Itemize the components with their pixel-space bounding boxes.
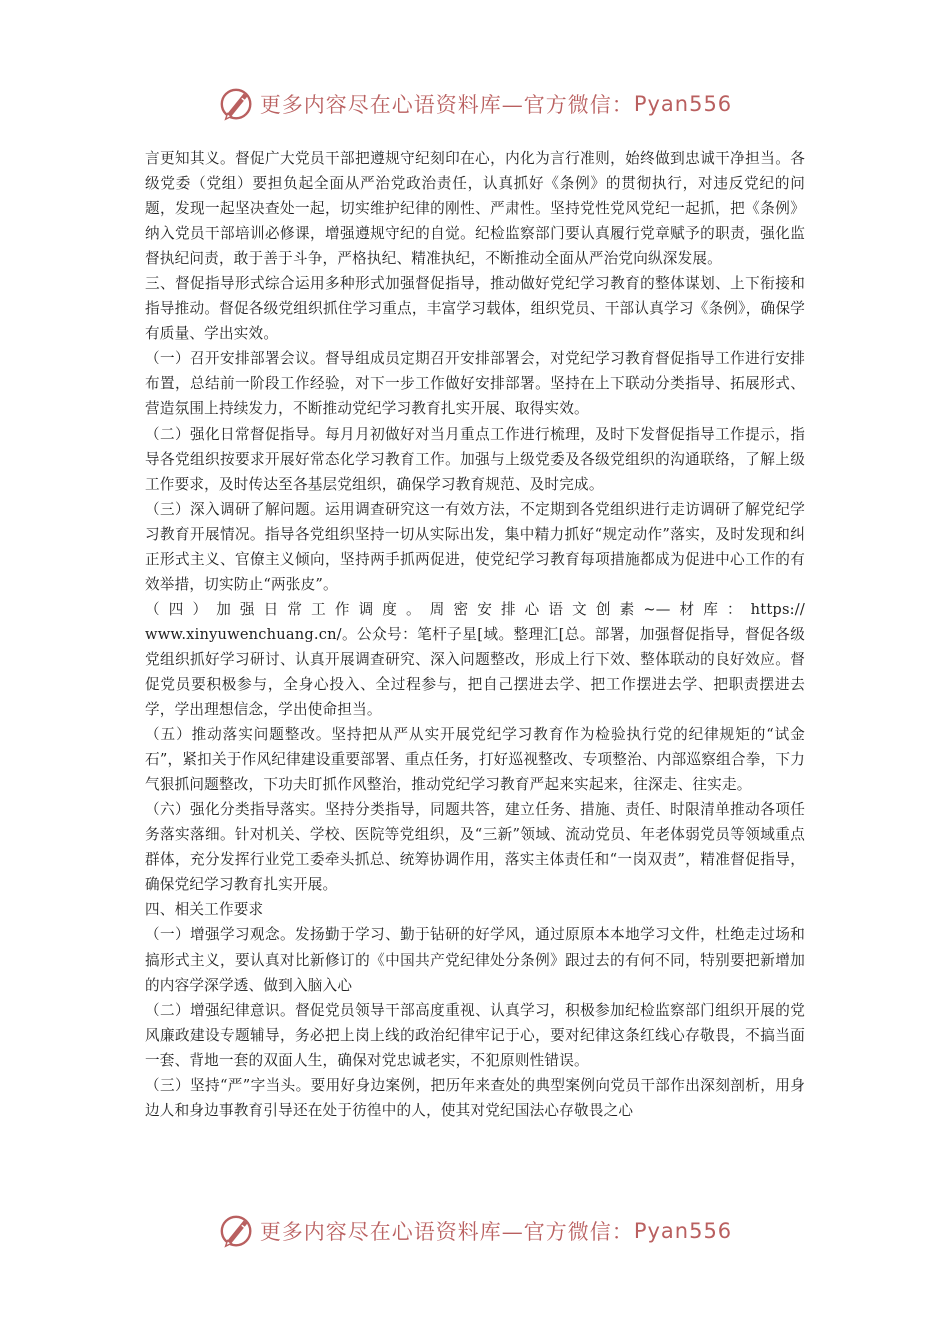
pen-seal-icon [218,85,256,123]
pen-seal-icon [218,1212,256,1250]
paragraph: （三）深入调研了解问题。运用调查研究这一有效方法，不定期到各党组织进行走访调研了解党纪学习教育开展情况。指导各党组织坚持一切从实际出发，集中精力抓好“规定动作”落实，及时发现和纠正形式主义、官僚主义倾向，坚持两手抓两促进，使党纪学习教育每项措施都成为促进中心工作的有效举措，切实防止“两张皮”。 [145,500,805,593]
banner-text: 更多内容尽在心语资料库—官方微信： [259,93,634,117]
paragraph: 言更知其义。督促广大党员干部把遵规守纪刻印在心，内化为言行准则，始终做到忠诚干净担当。各级党委（党组）要担负起全面从严治党政治责任，认真抓好《条例》的贯彻执行，对违反党纪的问题，发现一起坚决查处一起，切实维护纪律的刚性、严肃性。坚持党性党风党纪一起抓，把《条例》纳入党员干部培训必修课，增强遵规守纪的自觉。纪检监察部门要认真履行党章赋予的职责，强化监督执纪问责，敢于善于斗争，严格执纪、精准执纪，不断推动全面从严治党向纵深发展。 [145,150,805,268]
banner-text: 更多内容尽在心语资料库—官方微信： [259,1220,634,1244]
banner-wechat-id: Pyan556 [633,1219,733,1243]
paragraph: （一）增强学习观念。发扬勤于学习、勤于钻研的好学风，通过原原本本地学习文件，杜绝走过场和搞形式主义，要认真对比新修订的《中国共产党纪律处分条例》跟过去的有何不同，特别要把新增加的内容学深学透、做到入脑入心 [145,926,805,994]
document-body [145,146,805,1123]
section-heading-paragraph: 三、督促指导形式综合运用多种形式加强督促指导，推动做好党纪学习教育的整体谋划、上下衔接和指导推动。督促各级党组织抓住学习重点，丰富学习载体，组织党员、干部认真学习《条例》，确保学有质量、学出实效。 [145,275,805,343]
paragraph: www.xinyuwenchuang.cn/。公众号：笔杆子星[域。整理汇[总。部署，加强督促指导，督促各级党组织抓好学习研讨、认真开展调查研究、深入问题整改，形成上行下效、整体联动的良好效应。督促党员要积极参与，全身心投入、全过程参与，把自己摆进去学、把工作摆进去学、把职责摆进去学，学出理想信念，学出使命担当。 [145,625,805,719]
footer-banner [0,1211,950,1251]
header-banner [0,84,950,124]
paragraph: （六）强化分类指导落实。坚持分类指导，同题共答，建立任务、措施、责任、时限清单推动各项任务落实落细。针对机关、学校、医院等党组织，及“三新”领域、流动党员、年老体弱党员等领域重点群体，充分发挥行业党工委牵头抓总、统筹协调作用，落实主体责任和“一岗双责”，精准督促指导，确保党纪学习教育扎实开展。 [145,801,805,894]
paragraph: （一）召开安排部署会议。督导组成员定期召开安排部署会，对党纪学习教育督促指导工作进行安排布置，总结前一阶段工作经验，对下一步工作做好安排部署。坚持在上下联动分类指导、拓展形式、营造氛围上持续发力，不断推动党纪学习教育扎实开展、取得实效。 [145,350,805,418]
paragraph: （五）推动落实问题整改。坚持把从严从实开展党纪学习教育作为检验执行党的纪律规矩的“试金石”，紧扣关于作风纪律建设重要部署、重点任务，打好巡视整改、专项整治、内部巡察组合拳，下力气狠抓问题整改，下功夫盯抓作风整治，推动党纪学习教育严起来实起来，往深走、往实走。 [145,726,805,794]
paragraph-spread-line: （四）加强日常工作调度。周密安排心语文创素~—材库：https:// [145,600,805,618]
banner-wechat-id: Pyan556 [633,92,733,116]
paragraph: （二）强化日常督促指导。每月月初做好对当月重点工作进行梳理，及时下发督促指导工作提示，指导各党组织按要求开展好常态化学习教育工作。加强与上级党委及各级党组织的沟通联络，了解上级工作要求，及时传达至各基层党组织，确保学习教育规范、及时完成。 [145,425,805,493]
paragraph: （三）坚持“严”字当头。要用好身边案例，把历年来查处的典型案例向党员干部作出深刻剖析，用身边人和身边事教育引导还在处于彷徨中的人，使其对党纪国法心存敬畏之心 [145,1076,805,1119]
section-heading: 四、相关工作要求 [145,901,264,919]
paragraph: （二）增强纪律意识。督促党员领导干部高度重视、认真学习，积极参加纪检监察部门组织开展的党风廉政建设专题辅导，务必把上岗上线的政治纪律牢记于心，要对纪律这条红线心存敬畏，不搞当面一套、背地一套的双面人生，确保对党忠诚老实，不犯原则性错误。 [145,1001,805,1069]
